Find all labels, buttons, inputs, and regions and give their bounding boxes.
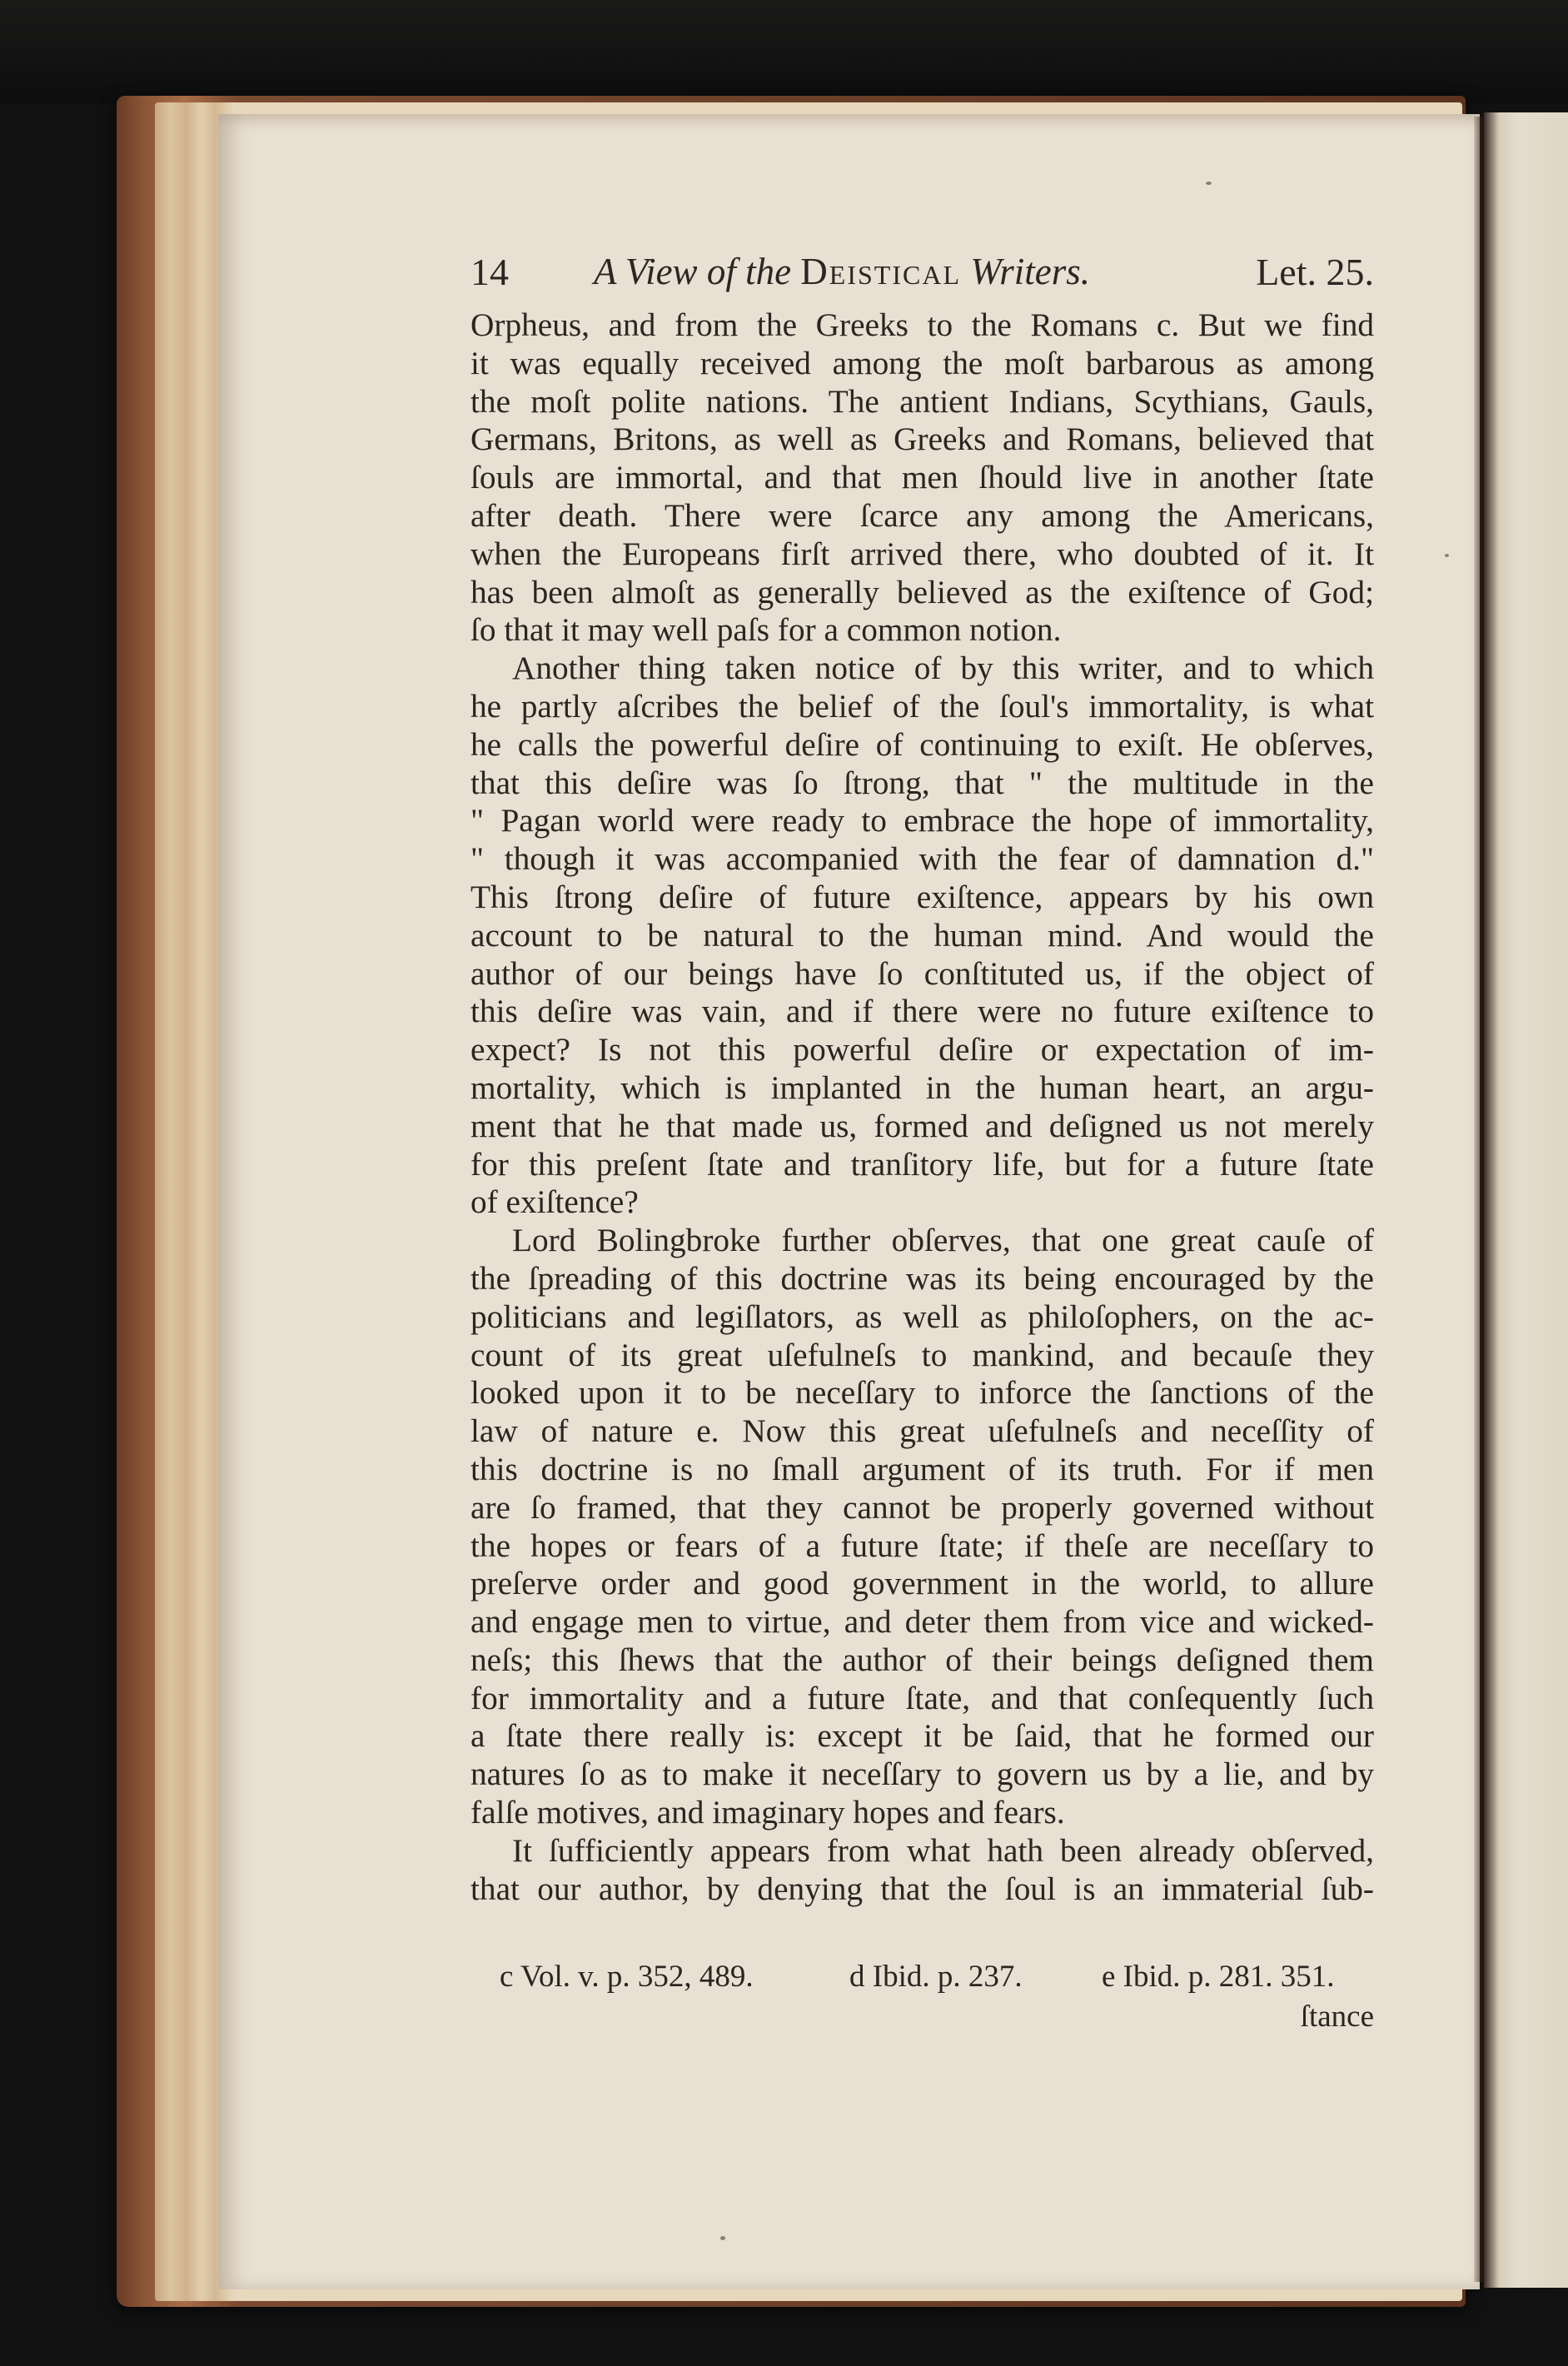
running-title-part-2: Deistical bbox=[800, 251, 961, 292]
text-line: author of our beings have ſo conſtituted us, if the object of bbox=[470, 954, 1374, 992]
text-line: natures ſo as to make it neceſſary to govern us by a lie, and by bbox=[470, 1756, 1374, 1793]
footnotes bbox=[470, 1959, 1374, 2042]
text-line: ſo that it may well paſs for a common notion. bbox=[470, 611, 1062, 649]
text-line: after death. There were ſcarce any among the Americans, bbox=[470, 496, 1374, 534]
text-line: for immortality and a future ſtate, and that conſequently ſuch bbox=[470, 1679, 1374, 1716]
text-line: has been almoſt as generally believed as the exiſtence of God; bbox=[470, 573, 1374, 610]
paragraph-start-line: Another thing taken notice of by this writer, and to which bbox=[512, 650, 1374, 687]
catchword: ſtance bbox=[1300, 2000, 1374, 2034]
text-line: mortality, which is implanted in the human heart, an argu- bbox=[470, 1068, 1374, 1106]
text-line: preſerve order and good government in the world, to allure bbox=[470, 1565, 1374, 1602]
text-line: Orpheus, and from the Greeks to the Romans c. But we find bbox=[470, 306, 1374, 343]
text-line: law of nature e. Now this great uſefulneſs and neceſſity of bbox=[470, 1412, 1374, 1450]
letter-reference: Let. 25. bbox=[1256, 251, 1374, 293]
dark-backdrop bbox=[0, 0, 1568, 104]
body-text bbox=[470, 306, 1374, 1908]
text-line: this doctrine is no ſmall argument of its truth. For if men bbox=[470, 1450, 1374, 1487]
text-line: neſs; this ſhews that the author of their beings deſigned them bbox=[470, 1641, 1374, 1678]
footnote-c: c Vol. v. p. 352, 489. bbox=[500, 1960, 754, 1994]
text-line: expect? Is not this powerful deſire or expectation of im- bbox=[470, 1031, 1374, 1068]
running-header bbox=[470, 250, 1374, 300]
text-line: when the Europeans firſt arrived there, who doubted of it. It bbox=[470, 535, 1374, 572]
running-title bbox=[594, 250, 1090, 293]
text-line: looked upon it to be neceſſary to inforce the ſanctions of the bbox=[470, 1374, 1374, 1412]
text-line: Germans, Britons, as well as Greeks and Romans, believed that bbox=[470, 421, 1374, 458]
paper-speck bbox=[1445, 554, 1449, 557]
text-line: he partly aſcribes the belief of the ſoul's immortality, is what bbox=[470, 687, 1374, 725]
text-line: he calls the powerful deſire of continuing to exiſt. He obſerves, bbox=[470, 725, 1374, 763]
text-line: the ſpreading of this doctrine was its being encouraged by the bbox=[470, 1259, 1374, 1297]
running-title-part-1: A View of the bbox=[594, 251, 792, 292]
paragraph-start-line: Lord Bolingbroke further obſerves, that one great cauſe of bbox=[512, 1222, 1374, 1259]
text-line: ſouls are immortal, and that men ſhould live in another ſtate bbox=[470, 459, 1374, 496]
text-line: a ſtate there really is: except it be ſaid, that he formed our bbox=[470, 1717, 1374, 1755]
text-line: falſe motives, and imaginary hopes and fears. bbox=[470, 1794, 1065, 1831]
text-line: " Pagan world were ready to embrace the hope of immortality, bbox=[470, 802, 1374, 839]
text-line: that our author, by denying that the ſoul is an immaterial ſub- bbox=[470, 1870, 1374, 1907]
text-line: that this deſire was ſo ſtrong, that " the multitude in the bbox=[470, 764, 1374, 801]
text-line: it was equally received among the moſt barbarous as among bbox=[470, 344, 1374, 381]
text-line: of exiſtence? bbox=[470, 1183, 639, 1221]
text-line: for this preſent ſtate and tranſitory life, but for a future ſtate bbox=[470, 1145, 1374, 1183]
footnote-e: e Ibid. p. 281. 351. bbox=[1102, 1960, 1335, 1994]
text-line: politicians and legiſlators, as well as philoſophers, on the ac- bbox=[470, 1298, 1374, 1335]
text-line: the hopes or fears of a future ſtate; if theſe are neceſſary to bbox=[470, 1527, 1374, 1564]
footnote-d: d Ibid. p. 237. bbox=[849, 1960, 1023, 1994]
text-line: This ſtrong deſire of future exiſtence, appears by his own bbox=[470, 878, 1374, 915]
text-line: ment that he that made us, formed and deſigned us not merely bbox=[470, 1107, 1374, 1144]
paper-speck bbox=[720, 2236, 725, 2240]
text-line: count of its great uſefulneſs to mankind, and becauſe they bbox=[470, 1336, 1374, 1373]
paragraph-start-line: It ſufficiently appears from what hath been already obſerved, bbox=[512, 1831, 1374, 1869]
text-line: account to be natural to the human mind. And would the bbox=[470, 916, 1374, 954]
paper-speck bbox=[1206, 182, 1212, 185]
text-line: are ſo framed, that they cannot be properly governed without bbox=[470, 1488, 1374, 1526]
facing-page-edge bbox=[1484, 112, 1568, 2288]
text-line: the moſt polite nations. The antient Indians, Scythians, Gauls, bbox=[470, 382, 1374, 420]
running-title-part-3: Writers. bbox=[970, 251, 1091, 292]
text-line: " though it was accompanied with the fear of damnation d." bbox=[470, 840, 1374, 878]
text-line: and engage men to virtue, and deter them from vice and wicked- bbox=[470, 1603, 1374, 1641]
page-number: 14 bbox=[470, 251, 509, 293]
text-line: this deſire was vain, and if there were no future exiſtence to bbox=[470, 993, 1374, 1030]
